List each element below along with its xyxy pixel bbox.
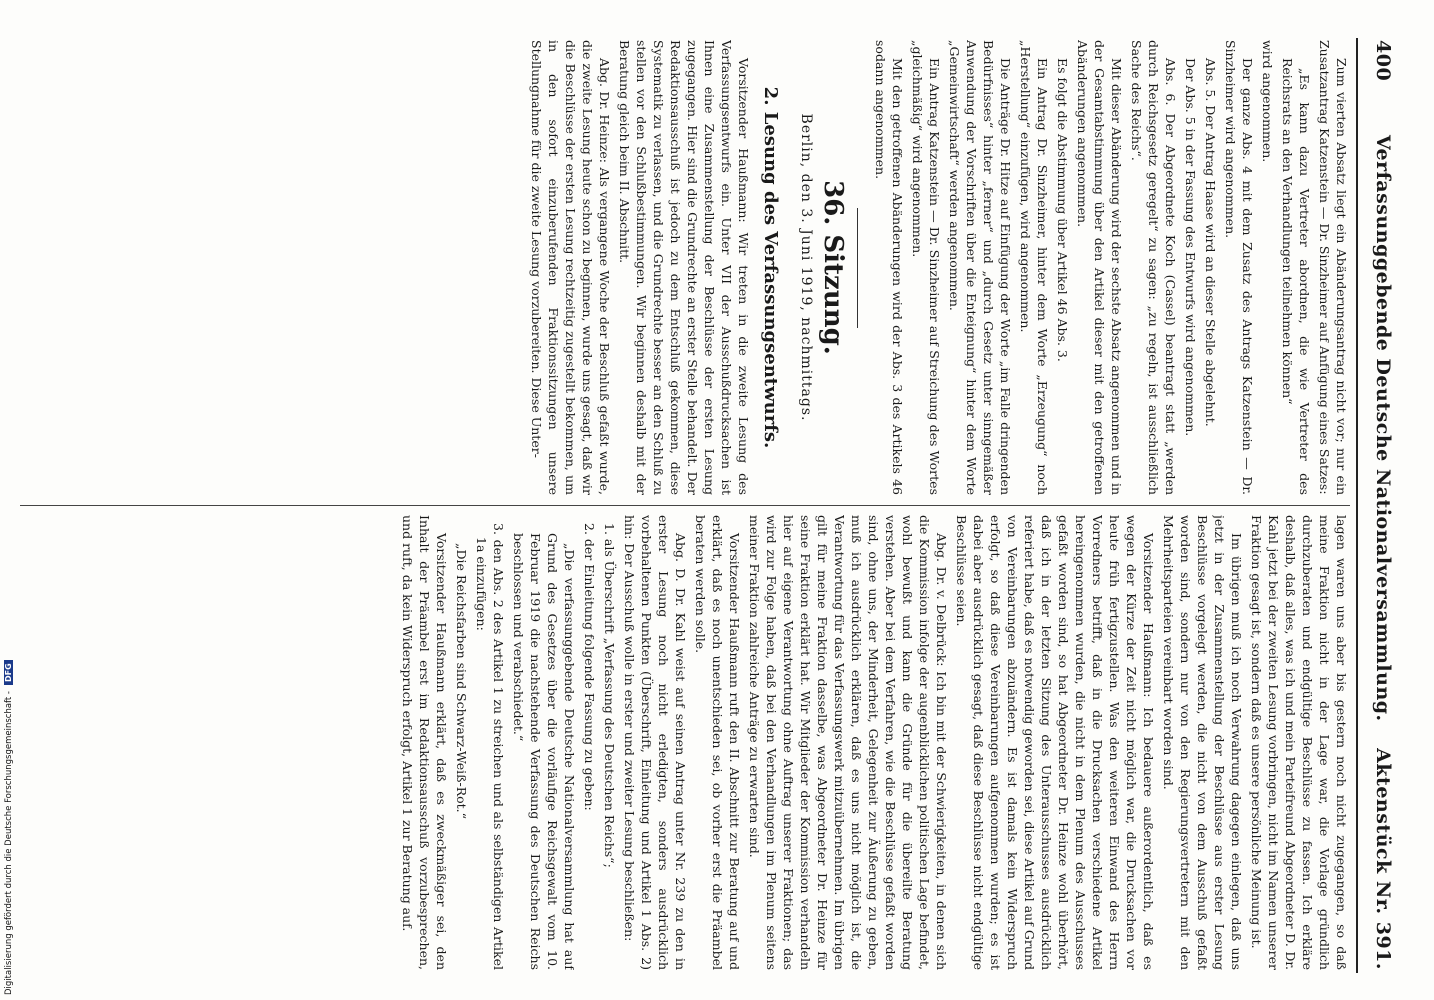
paragraph: Der ganze Abs. 4 mit dem Zusatz des Antrags Katzenstein — Dr. Sinzheimer wird angenommen. [1223,40,1255,495]
paragraph: Abg. D. Dr. Kahl weist auf seinen Antrag unter Nr. 239 zu den in erster Lesung noch nicht erledigten, sonders ausdrücklich vorbehaltenen Punkten (Überschrift, Einleitung und Artikel 1 Abs. 2) hin: Der Ausschuß wolle in erster und zweiter Lesung beschließen: [622,515,688,970]
paragraph: Abg. Dr. v. Delbrück: Ich bin mit der Schwierigkeiten, in denen sich die Kommission infolge der augenblicklichen politischen Lage befindet, wohl bewußt und kann die Gründe für die übereilte Beratung verstehen. Aber bei dem Verfahren, wie die Beschlüsse gefaßt worden sind, ohne uns, der Minderheit, Gelegenheit zur Äußerung zu geben, muß ich ausdrücklich erklären, daß es uns nicht möglich ist, die Verantwortung für das Verfassungswerk mitzuübernehmen. Im übrigen gilt für meine Fraktion dasselbe, was Abgeordneter Dr. Heinze für seine Fraktion erklärt hat. Wir Mitglieder der Kommission verhandeln hier auf eigene Verantwortung ohne Auftrag unserer Fraktionen; das wird zur Folge haben, daß bei den Verhandlungen im Plenum seitens meiner Fraktion zahlreiche Anträge zu erwarten sind. [747,515,949,970]
paragraph: Abs. 6. Der Abgeordnete Koch (Cassel) beantragt statt „werden durch Reichsgesetz geregelt“ zu sagen: „zu regeln, ist ausschließlich Sache des Reichs“. [1129,40,1178,495]
header-title: Verfassunggebende Deutsche Nationalversammlung. [1372,135,1394,722]
paragraph: Im übrigen muß ich noch Verwahrung dagegen einlegen, daß uns jetzt in der Zusammenstellung der Beschlüsse aus erster Lesung Beschlüsse vorgelegt werden, die nicht von dem Ausschuß gefaßt worden sind, sondern nur von den Regierungsvertretern mit den Mehrheitsparteien vereinbart worden sind. [1161,515,1244,970]
paragraph: Ein Antrag Dr. Sinzheimer, hinter dem Worte „Erzeugung“ noch „Herstellung“ einzufügen, wird angenommen. [1018,40,1050,495]
paragraph: Abg. Dr. Heinze: Als vergangene Woche der Beschluß gefaßt wurde, die zweite Lesung heute schon zu beginnen, wurde uns gesagt, daß wir die Beschlüsse der ersten Lesung rechtzeitig zugestellt bekommen, um in den sofort einzuberufenden Fraktionssitzungen unsere Stellungnahme für die zweite Lesung vorzubereiten. Diese Unter- [529,40,612,495]
paragraph: Vorsitzender Haußmann ruft den II. Abschnitt zur Beratung auf und erklärt, daß es noch unentschieden sei, ob vorher erst die Präambel beraten werden solle. [693,515,742,970]
list-item: 1. als Überschrift „Verfassung des Deutschen Reichs“; [602,523,617,868]
session-title: 36. Sitzung. [818,180,848,355]
paragraph: Ein Antrag Katzenstein — Dr. Sinzheimer auf Streichung des Wortes „gleichmäßig“ wird angenommen. [910,40,942,495]
right-column [15,515,1350,970]
credit-text: Digitalisierung gefördert durch die Deutsche Forschungsgemeinschaft - [4,691,14,995]
paragraph: Vorsitzender Haußmann erklärt, daß es zweckmäßiger sei, den Inhalt der Präambel erst im Redaktionsausschuß vorzubesprechen, und ruft, da kein Widerspruch erfolgt, Artikel 1 zur Beratung auf. [400,515,449,970]
section-rule [857,208,858,328]
document-reference: Aktenstück Nr. 391. [1372,748,1394,970]
paragraph: Vorsitzender Haußmann: Ich bedauere außerordentlich, daß es wegen der Kürze der Zeit nicht möglich war, die Drucksachen vor heute früh fertigzustellen. Was den weiteren Einwand des Herrn Vorredners betrifft, daß in die Drucksachen verschiedene Artikel hereingenommen wurden, die nicht in dem Plenum des Ausschusses gefaßt worden sind, so hat Abgeordneter Dr. Heinze wohl überhört, daß ich in der letzten Sitzung des Unterausschusses ausdrücklich referiert habe, daß es notwendig geworden sei, diese Artikel auf Grund von Vereinbarungen abzuändern. Es ist damals kein Widerspruch erfolgt, so daß diese Vereinbarungen aufgenommen wurden; es ist dabei aber ausdrücklich gesagt, daß diese Beschlüsse nicht endgültige Beschlüsse seien. [954,515,1156,970]
quotation: „Es kann dazu Vertreter abordnen, die wie Vertreter des Reichsrats an den Verhandlungen teilnehmen können“ [1280,58,1312,495]
paragraph: Zum vierten Absatz liegt ein Abänderungsantrag nicht vor; nur ein Zusatzantrag Katzenstein — Dr. Sinzheimer auf Anfügung eines Satzes: [1317,40,1349,495]
left-column [15,40,1350,495]
paragraph: lagen waren uns aber bis gestern noch nicht zugegangen, so daß meine Fraktion nicht in der Lage war, die Vorlage gründlich durchzuberaten und endgültige Beschlüsse zu fassen. Ich erkläre deshalb, daß alles, was ich und mein Parteifreund Abgeordneter D. Dr. Kahl jetzt bei der zweiten Lesung vorbringen, nicht im Namen unserer Fraktion gesagt ist, sondern daß es unsere persönliche Meinung ist. [1249,515,1349,970]
paragraph: Mit den getroffenen Abänderungen wird der Abs. 3 des Artikels 46 sodann angenommen. [873,40,905,495]
paragraph: wird angenommen. [1260,40,1275,163]
paragraph: Vorsitzender Haußmann: Wir treten in die zweite Lesung des Verfassungsentwurfs ein. Unter VII der Ausschußdrucksachen ist Ihnen eine Zusammenstellung der Beschlüsse der ersten Lesung zugegangen. Hier sind die Grundrechte an erster Stelle behandelt. Der Redaktionsausschuß ist jedoch zu dem Entschluß gekommen, diese Systematik zu verlassen, und die Grundrechte besser an den Schluß zu stellen vor den Schlußbestimmungen. Wir beginnen deshalb mit der Beratung gleich beim II. Abschnitt. [617,40,751,495]
paragraph: Abs. 5. Der Antrag Haase wird an dieser Stelle abgelehnt. [1203,58,1218,427]
paragraph: Es folgt die Abstimmung über Artikel 46 Abs. 3. [1055,58,1070,362]
dfg-logo: DFG [4,660,13,685]
header-rule [1356,38,1358,973]
paragraph: Der Abs. 5 in der Fassung des Entwurfs wird angenommen. [1183,58,1198,437]
digitization-credit [4,585,14,995]
paragraph: Die Anträge Dr. Hitze auf Einfügung der Worte „im Falle dringenden Bedürfnisses“ hinter „ferner“ und „durch Gesetz unter sinngemäßer Anwendung der Vorschriften über die Enteignung“ hinter dem Worte „Gemeinwirtschaft“ werden angenommen. [947,40,1013,495]
section-title: 2. Lesung des Verfassungsentwurfs. [760,86,781,449]
list-item: 3. den Abs. 2 des Artikel 1 zu streichen und als selbständigen Artikel 1a einzufügen: [474,523,506,970]
quotation: „Die verfassunggebende Deutsche Nationalversammlung hat auf Grund des Gesetzes über die vorläufige Reichsgewalt vom 10. Februar 1919 die nachstehende Verfassung des Deutschen Reichs beschlossen und verabschiedet.“ [511,533,577,970]
list-item: 2. der Einleitung folgende Fassung zu geben: [582,523,597,811]
quotation: „Die Reichsfarben sind Schwarz-Weiß-Rot.“ [454,543,469,820]
column-divider [20,505,1350,506]
page-number: 400 [1372,40,1394,82]
session-date: Berlin, den 3. Juni 1919, nachmittags. [798,113,814,422]
paragraph: Mit dieser Abänderung wird der sechste Absatz angenommen und in der Gesamtabstimmung über den Artikel dieser mit den getroffenen Abänderungen angenommen. [1075,40,1124,495]
page-header [1362,40,1394,970]
